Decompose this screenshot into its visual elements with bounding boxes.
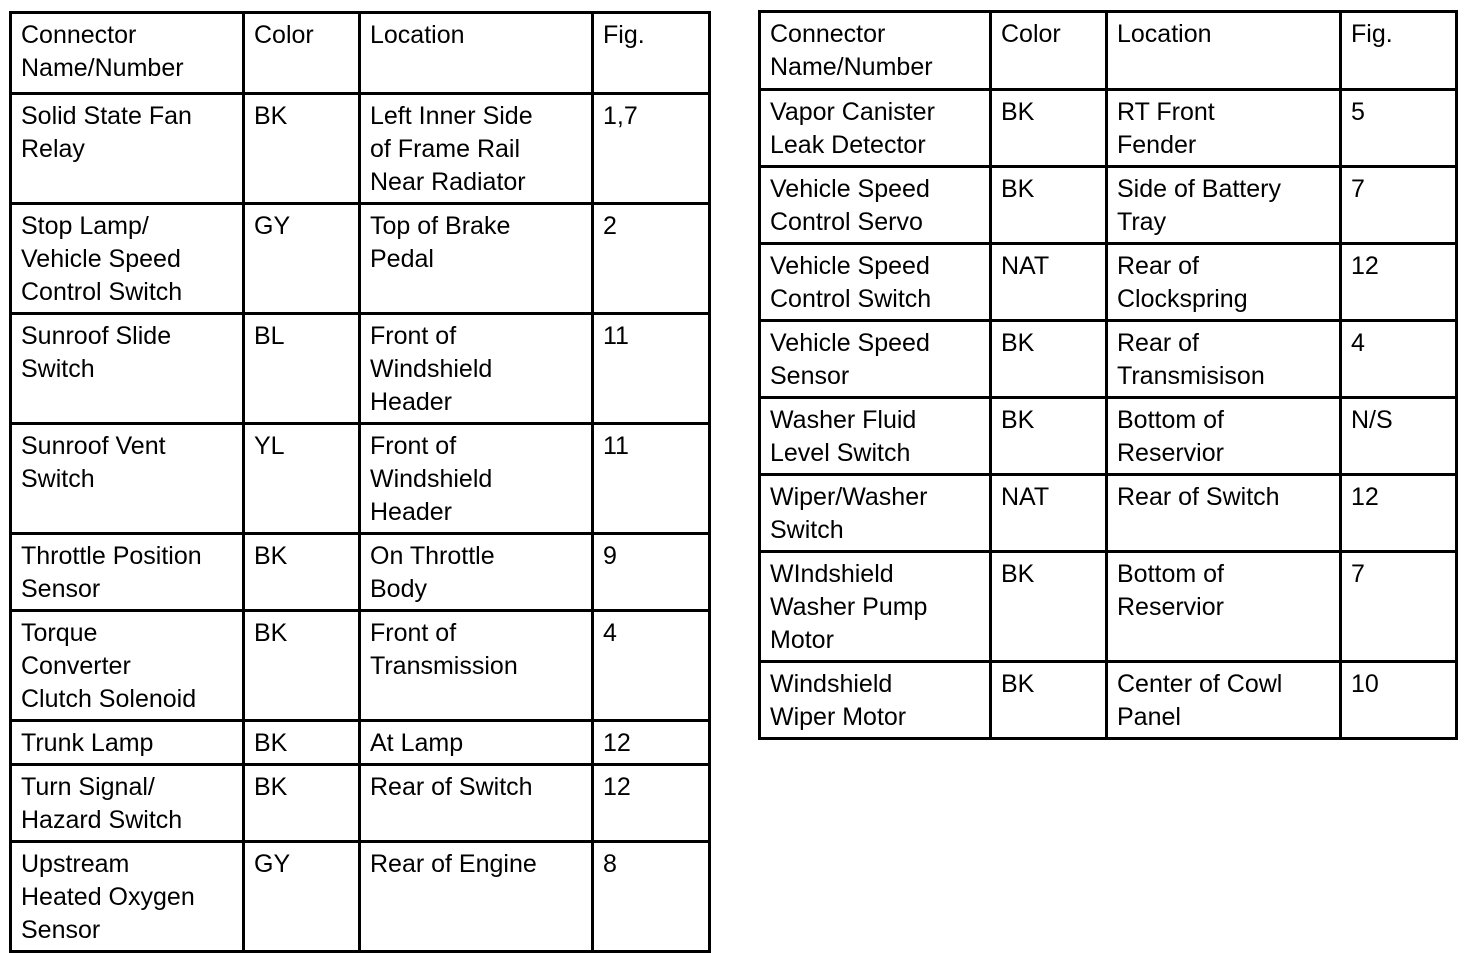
cell-line: Bottom of [1117, 560, 1224, 588]
cell-line: Sunroof Slide [21, 322, 172, 350]
cell-location [360, 611, 593, 721]
table-row [760, 321, 1457, 398]
table-row [11, 94, 710, 204]
cell-line: Trunk Lamp [21, 729, 154, 757]
header-color [991, 12, 1107, 90]
header-color [244, 13, 360, 94]
table-row [11, 314, 710, 424]
cell-location [1107, 321, 1341, 398]
cell-line: Connector [21, 21, 137, 49]
cell-line: Rear of [1117, 252, 1199, 280]
cell-location [360, 765, 593, 842]
cell-name [760, 244, 991, 321]
cell-line: Rear of [1117, 329, 1199, 357]
cell-line: Sensor [21, 916, 101, 944]
cell-color: BK [991, 90, 1107, 167]
cell-line: Bottom of [1117, 406, 1224, 434]
cell-color: YL [244, 424, 360, 534]
cell-color: BK [244, 765, 360, 842]
cell-line: Stop Lamp/ [21, 212, 149, 240]
cell-line: Control Switch [21, 278, 183, 306]
cell-fig: 11 [593, 424, 710, 534]
cell-location [360, 842, 593, 952]
cell-line: Vehicle Speed [21, 245, 181, 273]
cell-line: Vehicle Speed [770, 252, 930, 280]
table-row [11, 204, 710, 314]
cell-line: RT Front [1117, 98, 1215, 126]
cell-location [360, 94, 593, 204]
cell-line: Relay [21, 135, 85, 163]
cell-fig: 5 [1341, 90, 1457, 167]
cell-location [1107, 552, 1341, 662]
cell-fig: 2 [593, 204, 710, 314]
cell-line: Reservior [1117, 593, 1224, 621]
cell-line: Center of Cowl [1117, 670, 1283, 698]
cell-line: Top of Brake [370, 212, 511, 240]
cell-line: of Frame Rail [370, 135, 521, 163]
cell-color: BK [991, 321, 1107, 398]
table-row [11, 611, 710, 721]
cell-fig: 4 [593, 611, 710, 721]
cell-line: Header [370, 498, 452, 526]
cell-fig: 7 [1341, 552, 1457, 662]
table-row [760, 475, 1457, 552]
cell-line: Turn Signal/ [21, 773, 155, 801]
connector-table-left [9, 11, 711, 953]
cell-line: Tray [1117, 208, 1167, 236]
cell-color: BK [244, 611, 360, 721]
cell-name [11, 842, 244, 952]
table-row [760, 398, 1457, 475]
header-location [360, 13, 593, 94]
cell-location [360, 534, 593, 611]
table-row [760, 90, 1457, 167]
cell-line: Torque [21, 619, 98, 647]
cell-line: Sensor [770, 362, 850, 390]
cell-line: Vehicle Speed [770, 175, 930, 203]
cell-line: Windshield [370, 355, 493, 383]
cell-fig: 11 [593, 314, 710, 424]
cell-line: Vehicle Speed [770, 329, 930, 357]
cell-line: Side of Battery [1117, 175, 1281, 203]
cell-line: Clutch Solenoid [21, 685, 197, 713]
connector-table-right [758, 10, 1458, 740]
cell-fig: 12 [1341, 244, 1457, 321]
table-row [11, 842, 710, 952]
table-row [11, 721, 710, 765]
header-location [1107, 12, 1341, 90]
cell-color: BK [244, 94, 360, 204]
cell-line: Connector [770, 20, 886, 48]
cell-color: BL [244, 314, 360, 424]
cell-line: Rear of Switch [1117, 483, 1280, 511]
cell-color: GY [244, 842, 360, 952]
header-connector [11, 13, 244, 94]
cell-line: Fender [1117, 131, 1197, 159]
cell-name [11, 534, 244, 611]
cell-name [760, 90, 991, 167]
cell-fig: N/S [1341, 398, 1457, 475]
cell-line: WIndshield [770, 560, 894, 588]
cell-color: BK [991, 552, 1107, 662]
cell-color: GY [244, 204, 360, 314]
cell-line: Sensor [21, 575, 101, 603]
cell-line: Location [1117, 20, 1212, 48]
header-fig [1341, 12, 1457, 90]
cell-name [11, 94, 244, 204]
cell-line: Sunroof Vent [21, 432, 166, 460]
cell-line: Control Switch [770, 285, 932, 313]
cell-fig: 12 [593, 765, 710, 842]
cell-line: Switch [21, 355, 95, 383]
cell-color: NAT [991, 475, 1107, 552]
cell-line: Vapor Canister [770, 98, 935, 126]
cell-line: Converter [21, 652, 131, 680]
cell-location [360, 204, 593, 314]
cell-location [360, 721, 593, 765]
cell-fig: 12 [1341, 475, 1457, 552]
cell-line: Color [1001, 20, 1061, 48]
cell-line: Name/Number [770, 53, 933, 81]
cell-fig: 9 [593, 534, 710, 611]
cell-location [1107, 398, 1341, 475]
cell-name [11, 611, 244, 721]
cell-line: Level Switch [770, 439, 911, 467]
cell-color: BK [991, 398, 1107, 475]
cell-line: Pedal [370, 245, 434, 273]
cell-name [760, 167, 991, 244]
cell-line: Panel [1117, 703, 1181, 731]
cell-name [760, 321, 991, 398]
cell-fig: 1,7 [593, 94, 710, 204]
cell-fig: 4 [1341, 321, 1457, 398]
cell-location [1107, 475, 1341, 552]
table-row [760, 662, 1457, 739]
cell-color: NAT [991, 244, 1107, 321]
cell-line: Rear of Engine [370, 850, 537, 878]
cell-line: On Throttle [370, 542, 495, 570]
cell-line: Transmission [370, 652, 518, 680]
cell-line: Heated Oxygen [21, 883, 195, 911]
cell-line: Front of [370, 432, 457, 460]
cell-line: Wiper Motor [770, 703, 907, 731]
cell-line: Wiper/Washer [770, 483, 928, 511]
header-connector [760, 12, 991, 90]
cell-line: Name/Number [21, 54, 184, 82]
cell-color: BK [991, 662, 1107, 739]
cell-line: Upstream [21, 850, 130, 878]
table-row [11, 534, 710, 611]
cell-location [1107, 167, 1341, 244]
cell-name [760, 552, 991, 662]
cell-line: Fig. [1351, 20, 1393, 48]
cell-fig: 10 [1341, 662, 1457, 739]
cell-color: BK [244, 534, 360, 611]
cell-line: At Lamp [370, 729, 464, 757]
table-row [760, 552, 1457, 662]
cell-location [1107, 90, 1341, 167]
cell-line: Hazard Switch [21, 806, 183, 834]
cell-location [360, 314, 593, 424]
cell-line: Switch [21, 465, 95, 493]
cell-line: Clockspring [1117, 285, 1248, 313]
cell-line: Body [370, 575, 427, 603]
cell-line: Windshield [770, 670, 893, 698]
cell-line: Motor [770, 626, 834, 654]
cell-name [760, 398, 991, 475]
cell-line: Leak Detector [770, 131, 926, 159]
cell-location [1107, 662, 1341, 739]
cell-line: Location [370, 21, 465, 49]
cell-line: Fig. [603, 21, 645, 49]
cell-fig: 7 [1341, 167, 1457, 244]
cell-line: Windshield [370, 465, 493, 493]
cell-name [760, 475, 991, 552]
cell-line: Rear of Switch [370, 773, 533, 801]
cell-line: Control Servo [770, 208, 923, 236]
cell-name [11, 765, 244, 842]
cell-location [360, 424, 593, 534]
cell-line: Front of [370, 322, 457, 350]
cell-color: BK [991, 167, 1107, 244]
cell-fig: 8 [593, 842, 710, 952]
table-row [11, 424, 710, 534]
table-row [11, 765, 710, 842]
cell-line: Throttle Position [21, 542, 202, 570]
table-row [760, 167, 1457, 244]
cell-name [11, 204, 244, 314]
cell-line: Washer Pump [770, 593, 928, 621]
cell-name [11, 424, 244, 534]
cell-location [1107, 244, 1341, 321]
table-row [760, 244, 1457, 321]
cell-color: BK [244, 721, 360, 765]
table-header-row [760, 12, 1457, 90]
cell-line: Transmisison [1117, 362, 1265, 390]
cell-name [11, 314, 244, 424]
cell-line: Front of [370, 619, 457, 647]
cell-line: Left Inner Side [370, 102, 533, 130]
cell-fig: 12 [593, 721, 710, 765]
cell-line: Reservior [1117, 439, 1224, 467]
cell-line: Header [370, 388, 452, 416]
cell-line: Near Radiator [370, 168, 526, 196]
cell-name [11, 721, 244, 765]
cell-line: Solid State Fan [21, 102, 192, 130]
cell-line: Color [254, 21, 314, 49]
table-header-row [11, 13, 710, 94]
cell-line: Washer Fluid [770, 406, 917, 434]
header-fig [593, 13, 710, 94]
cell-line: Switch [770, 516, 844, 544]
cell-name [760, 662, 991, 739]
